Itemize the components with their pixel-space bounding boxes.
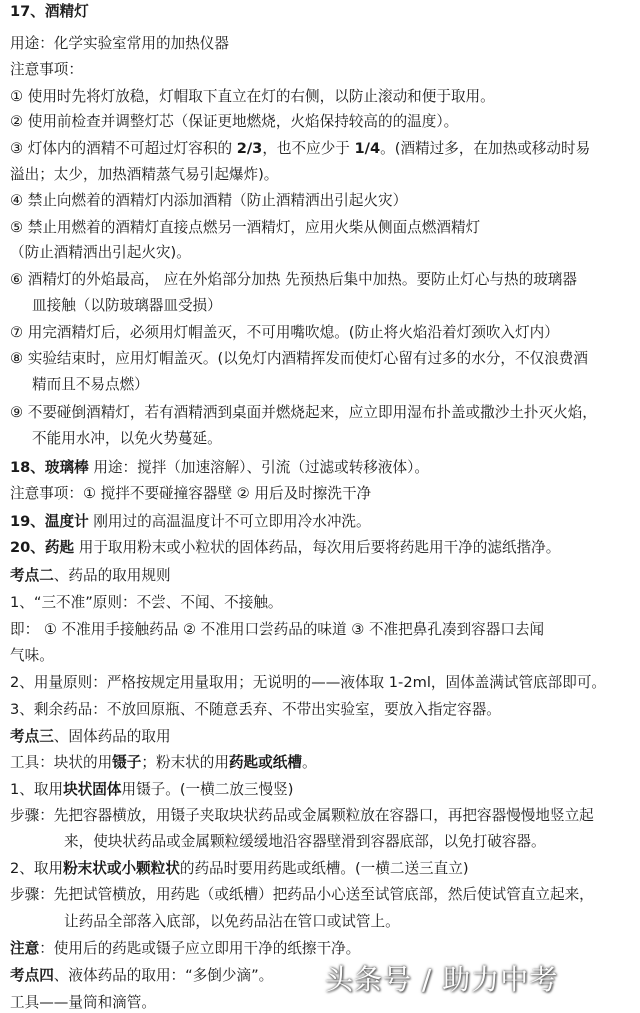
- text-line: [10, 270, 577, 290]
- text-segment: 考点三: [10, 728, 54, 745]
- text-segment: 、药品的取用规则: [53, 567, 171, 584]
- text-line: [10, 966, 273, 986]
- text-line: [10, 727, 171, 747]
- text-segment: 2、取用: [10, 860, 64, 877]
- text-line: [10, 484, 371, 504]
- text-line: [10, 218, 480, 238]
- text-line: [10, 139, 590, 159]
- text-segment: 考点二: [10, 567, 54, 584]
- text-segment: 注意事项：: [10, 61, 83, 78]
- text-line: [10, 753, 317, 773]
- text-segment: 18、玻璃棒: [10, 459, 89, 476]
- text-line: [10, 806, 594, 826]
- text-segment: 块状固体: [63, 781, 122, 798]
- text-line: [10, 87, 495, 107]
- text-segment: 步骤：先把容器横放，用镊子夹取块状药品或金属颗粒放在容器口，再把容器慢慢地竖立起: [10, 807, 594, 824]
- text-segment: 工具——量筒和滴管。: [10, 994, 156, 1011]
- text-segment: 用途：搅拌（加速溶解）、引流（过滤或转移液体）。: [88, 459, 429, 476]
- text-segment: ③ 灯体内的酒精不可超过灯容积的: [10, 140, 237, 157]
- text-segment: 药匙或纸槽: [228, 754, 302, 771]
- text-segment: ② 使用前检查并调整灯芯（保证更地燃烧，火焰保持较高的的温度）。: [10, 113, 459, 130]
- text-segment: 粉末状或小颗粒状: [63, 860, 180, 877]
- text-segment: 19、温度计: [10, 513, 89, 530]
- text-line: [10, 885, 594, 905]
- text-line: [10, 403, 597, 423]
- text-segment: 用镊子。(一横二放三慢竖): [121, 781, 294, 798]
- text-line: [10, 112, 458, 132]
- text-segment: 、固体药品的取用: [53, 728, 171, 745]
- text-segment: ；粉末状的用: [141, 754, 229, 771]
- text-line: [10, 60, 83, 80]
- text-segment: 刚用过的高温温度计不可立即用冷水冲洗。: [88, 513, 371, 530]
- text-segment: ⑤ 禁止用燃着的酒精灯直接点燃另一酒精灯，应用火柴从侧面点燃酒精灯: [10, 219, 481, 236]
- text-segment: 的药品时要用药匙或纸槽。(一横二送三直立): [179, 860, 469, 877]
- text-line: [10, 191, 407, 211]
- text-segment: 注意事项：① 搅拌不要碰撞容器壁 ② 用后及时擦洗干净: [10, 485, 372, 502]
- text-line: [10, 593, 283, 613]
- text-line: [10, 349, 588, 369]
- text-line: [10, 939, 360, 959]
- text-line: [10, 780, 293, 800]
- text-segment: 3、剩余药品：不放回原瓶、不随意丢弃、不带出实验室，要放入指定容器。: [10, 701, 501, 718]
- watermark: 头条号 / 助力中考: [325, 963, 559, 996]
- text-line: [10, 323, 559, 343]
- text-line: [10, 458, 429, 478]
- text-line: [10, 993, 156, 1013]
- text-segment: 步骤：先把试管横放，用药匙（或纸槽）把药品小心送至试管底部，然后使试管直立起来，: [10, 886, 594, 903]
- text-segment: 精而且不易点燃）: [32, 376, 149, 393]
- text-line: [10, 538, 560, 558]
- text-line: [10, 243, 191, 263]
- text-line: [10, 566, 171, 586]
- text-segment: 、液体药品的取用：“多倒少滴”。: [53, 967, 274, 984]
- text-segment: 不能用水冲，以免火势蔓延。: [32, 430, 222, 447]
- text-line: [32, 375, 149, 395]
- text-segment: 让药品全部落入底部，以免药品沾在管口或试管上。: [64, 913, 400, 930]
- text-segment: 。(酒精过多，在加热或移动时易: [380, 140, 591, 157]
- text-segment: 。: [301, 754, 317, 771]
- text-line: [10, 165, 278, 185]
- text-segment: ：使用后的药匙或镊子应立即用干净的纸擦干净。: [39, 940, 361, 957]
- text-line: [32, 296, 222, 316]
- text-segment: 1、取用: [10, 781, 64, 798]
- text-segment: 工具：块状的用: [10, 754, 113, 771]
- text-segment: ④ 禁止向燃着的酒精灯内添加酒精（防止酒精洒出引起火灾）: [10, 192, 408, 209]
- text-line: [10, 512, 371, 532]
- text-segment: ⑨ 不要碰倒酒精灯，若有酒精洒到桌面并燃烧起来，应立即用湿布扑盖或撒沙土扑灭火焰，: [10, 404, 597, 421]
- text-line: [10, 620, 544, 640]
- text-segment: 溢出；太少，加热酒精蒸气易引起爆炸)。: [10, 166, 279, 183]
- text-segment: 17、酒精灯: [10, 3, 89, 20]
- text-segment: ，也不应少于: [262, 140, 355, 157]
- text-segment: 20、药匙: [10, 539, 75, 556]
- text-line: [10, 2, 89, 22]
- text-segment: 考点四: [10, 967, 54, 984]
- text-segment: ① 使用时先将灯放稳，灯帽取下直立在灯的右侧，以防止滚动和便于取用。: [10, 88, 495, 105]
- text-line: [10, 700, 501, 720]
- text-line: [10, 34, 229, 54]
- text-segment: 来，使块状药品或金属颗粒缓缓地沿容器壁滑到容器底部，以免打破容器。: [64, 833, 546, 850]
- text-segment: 注意: [10, 940, 40, 957]
- text-segment: 1、“三不准”原则：不尝、不闻、不接触。: [10, 594, 283, 611]
- text-line: [10, 859, 469, 879]
- text-segment: 2/3: [236, 140, 263, 157]
- text-segment: 气味。: [10, 647, 54, 664]
- text-segment: 用途：化学实验室常用的加热仪器: [10, 35, 229, 52]
- text-segment: 2、用量原则：严格按规定用量取用；无说明的——液体取 1-2ml，固体盖满试管底部即可。: [10, 674, 607, 691]
- text-line: [64, 912, 400, 932]
- text-segment: 镊子: [112, 754, 142, 771]
- text-line: [32, 429, 222, 449]
- text-segment: ⑦ 用完酒精灯后，必须用灯帽盖灭，不可用嘴吹熄。(防止将火焰沿着灯颈吹入灯内）: [10, 324, 559, 341]
- text-line: [64, 832, 546, 852]
- text-segment: ⑥ 酒精灯的外焰最高， 应在外焰部分加热 先预热后集中加热。要防止灯心与热的玻璃器: [10, 271, 577, 288]
- text-segment: 即： ① 不准用手接触药品 ② 不准用口尝药品的味道 ③ 不准把鼻孔凑到容器口去闻: [10, 621, 545, 638]
- text-segment: 1/4: [354, 140, 381, 157]
- text-segment: ⑧ 实验结束时，应用灯帽盖灭。(以免灯内酒精挥发而使灯心留有过多的水分，不仅浪费酒: [10, 350, 588, 367]
- text-line: [10, 673, 606, 693]
- text-segment: 用于取用粉末或小粒状的固体药品，每次用后要将药匙用干净的滤纸揩净。: [74, 539, 561, 556]
- text-segment: 皿接触（以防玻璃器皿受损）: [32, 297, 222, 314]
- text-segment: （防止酒精洒出引起火灾)。: [10, 244, 191, 261]
- text-line: [10, 646, 54, 666]
